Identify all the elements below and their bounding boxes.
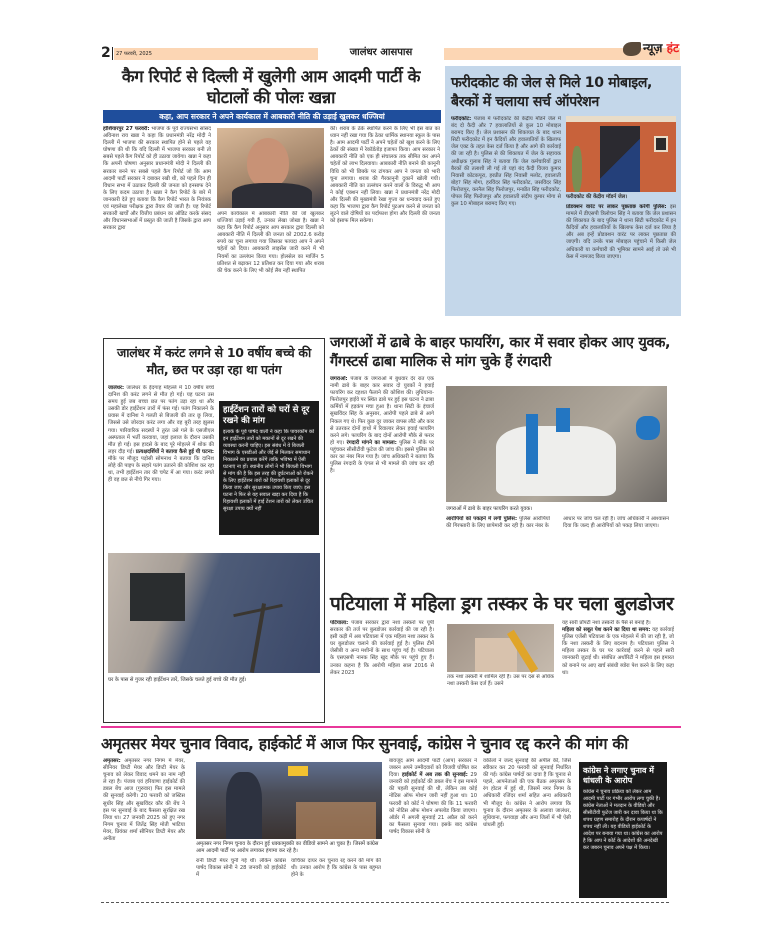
brand-part1: न्यूज़ <box>642 41 663 55</box>
story6-col4b: 29 जनवरी को हाईकोर्ट की डबल बेंच ने इस मामले की पहली सुनवाई की थी, लेकिन तब कोई नोटिस ऑफ मोशन जारी नहीं हुआ था। 10 फरवरी को कोर्ट ने घोषणा की कि 11 फरवरी को नोटिस ऑफ मोशन अपलोड किया जाएगा। ऑर्डर में अगली सुनवाई 21 अप्रैल को करने का फैसला सुनाया गया। इसके बाद कांग्रेस पार्षद विकास सोनी के <box>389 772 477 835</box>
story6-photo <box>196 762 382 839</box>
bulldozer-photo <box>447 624 554 672</box>
story3-col1 <box>108 385 214 550</box>
story6-photo-caption: अमृतसर नगर निगम चुनाव के दौरान हुई धक्कामुक्की का वीडियो सामने आ चुका है। जिसमें कांग्रेस आम आदमी पार्टी पर आरोप लगाकर हंगामा कर रहे है। <box>196 841 379 854</box>
shooter-1 <box>526 414 538 474</box>
story6-box-body: कांग्रेस ने चुनाव प्रक्रिया को लेकर आम आदमी पार्टी पर गंभीर आरोप लगा चुकी है। कांग्रेस नेताओं ने मतदान के वीडियो और सीसीटीवी फुटेज जारी कर दावा किया था कि शपथ ग्रहण समारोह के दौरान कपार्षदों ने शपथ नहीं ली। यह वीडियो हाईकोर्ट के आदेश पर बनाया गया था। कांग्रेस का आरोप है कि आप ने कोर्ट के आदेशों की अनदेखी कर जबरन चुनाव अपने पक्ष में किया। <box>583 789 663 851</box>
story5-body: पंजाब सरकार द्वारा नशा तस्करों पर यूपी सरकार की तर्ज पर बुलडोजर कार्रवाई की जा रही है। इसी कड़ी में अब पटियाला में एक महिला नशा तस्कर के घर बुलडोजर चलाने की कार्रवाई हुई है। पुलिस टीमें जेसीबी व अन्य मशीनों के साथ पहुंच गई है। पटियाला के एसएसपी नानक सिंह खुद मौके पर पहुंचे हुए हैं। उनका कहना है कि आरोपी महिला साल 2016 से लेकर 2023 <box>330 620 434 676</box>
story2-subhead: प्रोडक्शन वारंट पर लाकर पूछताछ करेगी पुलिस: <box>566 204 667 210</box>
story5-col3 <box>562 620 674 696</box>
electric-pole <box>250 603 266 673</box>
story2-headline: फरीदकोट की जेल से मिले 10 मोबाइल, बैरकों में चलाया सर्च ऑपरेशन <box>451 75 653 110</box>
story4-body: पंजाब के जगराओं में बुधवार देर रात एक नामी ढाबे के बाहर कार सवार दो युवकों ने हवाई फायरिंग कर दहशत फैलाने की कोशिश की। लुधियाना-फिरोजपुर हाईवे पर स्थित ढाबे पर हुई इस घटना ने ढाबा कर्मियों में हड़कंप मचा हुआ है। थाना सिटी के इंचार्ज सुखविंदर सिंह के अनुसार, आरोपी पहले ढाबे से आगे निकल गए थे। फिर कुछ दूर जाकर वापस लौटे और कार से उतरकर दोनों हाथों में रिवाल्वर लेकर हवाई फायरिंग करने लगे। फायरिंग के बाद दोनों आरोपी मौके से फरार हो गए। <box>330 376 434 446</box>
bottom-dashed-rule <box>101 902 669 903</box>
story3-box-title: हाईटेंशन तारों को घरों से दूर रखने की मांग <box>223 405 310 426</box>
story4-body3: पुलिस आरोपियों की गिरफ्तारी के लिए छापेमारी कर रही है। कार नंबर के <box>446 516 550 530</box>
house-wall <box>475 638 517 672</box>
story6-sidebar-box <box>579 762 667 898</box>
crowd <box>296 802 376 839</box>
page-number: 2 <box>101 45 111 61</box>
story3-body2: मौके पर मौजूद पड़ोसी सोमनाथ ने बताया कि दानिश लोहे की पाइप के सहारे पतंग उतारने की कोशिश कर रहा था, तभी हाईटेंशन तार की चपेट में आ गया। करंट लगते ही वह छत से नीचे गिर गया। <box>108 455 214 484</box>
story3-box-body: इलाके के पूर्व पार्षद वाली ने कहा कि पावरकॉम को इन हाईटेंशन तारों को मकानों से दूर रखने की व्यवस्था करनी चाहिए। इस संबंध में वे बिजली विभाग के एसडीओ और जेई से मिलकर समाधान निकालने का प्रयास करेंगे ताकि भविष्य में ऐसी घटनाएं ना हों। स्थानीय लोगों ने भी बिजली विभाग से मांग की है कि इस तरह की दुर्घटनाओं को रोकने के लिए हाईटेंशन तारों को रिहायशी इलाकों से दूर किया जाए और सुरक्षात्मक उपाय किए जाएं। इस घटना ने फिर से यह सवाल खड़ा कर दिया है कि रिहायशी इलाकों में हाई टेंशन तारों को लेकर उचित सुरक्षा उपाय क्यों नहीं <box>223 429 315 512</box>
story3-sidebar-box <box>219 401 319 535</box>
story3-photo-caption: घर के पास से गुजर रही हाईटेंशन तारें, जिसके चलते हुई बच्चे की मौत हुई। <box>108 677 247 683</box>
story6-col2: रानी डिप्टी मेयर चुनी गई थीं। लेकिन कांग्रेस पार्षद विकास सोनी ने 28 जनवरी को हाईकोर्ट में <box>196 858 286 879</box>
story4-body2: पुलिस ने मौके पर पहुंचकर सीसीटीवी फुटेज की जांच की। इससे पुलिस को कार का नंबर मिल गया है। जांच अधिकारी ने बताया कि पुलिस रंगदारी के एंगल से भी मामले की जांच कर रही है। <box>330 439 434 475</box>
section-title: जालंधर आसपास <box>349 47 413 58</box>
masthead-divider <box>112 47 113 60</box>
story5-body4: यह कार्रवाई पुलिस एजेंसी पटियाला के एक मोहल्ले में की जा रही है, जो कि नशा तस्करी के लिए बदनाम है। पटियाला पुलिस ने महिला तस्कर के घर पर कार्रवाई करने से पहले सारी जानकारी जुटाई थी। संबंधित अथॉरिटी ने महिला इस इमारत को बनाने पर आए खर्च संबंधी ब्योरा पेश करने के लिए कहा था। <box>562 627 674 676</box>
story4-photo <box>446 386 667 502</box>
brand-part2: हंट <box>666 41 679 55</box>
story4-col1 <box>330 376 434 538</box>
person <box>226 772 262 839</box>
shooter-3 <box>636 416 660 440</box>
story5-col2: तक नशा तस्करी में शामिल रही है। उस पर दस से अधिक नशा तस्करी केस दर्ज हैं। उसने <box>447 674 554 688</box>
story6-col3: याचिका दायर कर चुनाव रद्द करने की मांग की थी। उनका आरोप है कि कांग्रेस के पास बहुमत होने के <box>291 858 381 879</box>
tree <box>572 146 582 192</box>
jail-photo <box>566 116 676 192</box>
story4-col2 <box>446 516 550 540</box>
story1-col1-text: भाजपा के पूर्व राज्यसभा सांसद अविनाश राय खन्ना ने कहा कि प्रधानमंत्री नरेंद्र मोदी ने दिल्ली में भाजपा की सरकार स्थापित होने से पहले वह घोषणा की थी कि यदि दिल्ली में भाजपा सरकार बनी तो सबसे पहले कैग रिपोर्ट को ही उठाया जायेगा। खन्ना ने कहा कि अपनी घोषणा अनुसार प्रधानमंत्री मोदी ने दिल्ली की सरकार बनने पर सबसे पहले कैग रिपोर्ट जो कि आम आदमी पार्टी सरकार ने दबाकर रखी थी, को पहले दिन ही विधान सभा में उठाकर दिल्ली की जनता को इनसाफ देने के लिए कदम उठाया है। खन्ना ने कैग रिपोर्ट के बारे में जानकारी देते हुए बताया कि कैग रिपोर्ट भारत के नियंत्रक एवं महालेखा परीक्षक द्वारा तैयार की जाती है। यह रिपोर्ट सरकारी खर्चों और वित्तीय प्रबंधन का ऑडिट करके संसद और विधानसभाओं में प्रस्तुत की जाती है जिसके द्वारा आप सरकार द्वारा <box>103 126 211 232</box>
story5-headline: पटियाला में महिला ड्रग तस्कर के घर चला बुलडोजर <box>330 593 674 615</box>
story2-col2-text: इस मामले में डीएसपी त्रिलोचन सिंह ने बताया कि जेल प्रशासन की शिकायत के बाद पुलिस ने थाना सिटी फरीदकोट में इन कैदियों और हवालातियों के खिलाफ केस दर्ज कर लिया है और अब इन्हें प्रोडक्शन वारंट पर लाकर पूछताछ की जाएगी। यदि उनके पास मोबाइल पहुंचाने में किसी जेल अधिकारी या कर्मचारी की भूमिका सामने आई तो उसे भी केस में नामजद किया जाएगा। <box>566 204 676 260</box>
date-band <box>114 48 318 60</box>
story3-body: जालंधर के ईदगाह मोहल्ले में 10 वर्षीय बच्चे दानिश की करंट लगने से मौत हो गई। यह घटना उस समय हुई जब बच्चा छत पर पतंग उड़ा रहा था और उसकी डोर हाईटेंशन तारों में फंस गई। पतंग निकालने के प्रयास में दानिश ने गलती से बिजली की तार छू लिया, जिससे उसे जोरदार करंट लगा और वह बुरी तरह झुलस गया। पारिवारिक सदस्यों ने तुरंत उसे गले के एसजीएल अस्पताल में भर्ती करवाया, जहां इलाज के दौरान उसकी मौत हो गई। इस हादसे के बाद पूरे मोहल्ले में शोक की लहर दौड़ गई। <box>108 385 214 455</box>
jail-roof <box>566 116 676 122</box>
story2-col2 <box>566 204 676 312</box>
story5-body3: यह सारी प्रॉपर्टी नशा तस्करी के पैसे से बनाई है। <box>562 620 651 626</box>
story4-subhead2: आरोपियों को पकड़ने में लगी पुलिस: <box>446 516 518 522</box>
eagle-icon <box>623 42 641 56</box>
pole-crossarm <box>233 604 283 617</box>
masthead <box>101 41 683 61</box>
yellow-banner <box>288 766 308 776</box>
story3-headline: जालंधर में करंट लगने से 10 वर्षीय बच्चे की मौत, छत पर उड़ा रहा था पतंग <box>117 345 311 377</box>
story3-subhead: प्रत्यक्षदर्शियों ने बताया कैसे हुई यी घटना: <box>135 448 214 455</box>
story4-photo-caption: जगराओं में ढाबे के बाहर फायरिंग करते युवक। <box>446 506 533 512</box>
story3-dateline: जालंधर: <box>108 385 125 391</box>
story6-dateline: अमृतसर: <box>103 758 121 764</box>
story1-headline: कैग रिपोर्ट से दिल्ली में खुलेगी आम आदमी पार्टी के घोटालों की पोलः खन्ना <box>121 67 421 107</box>
story6-headline: अमृतसर मेयर चुनाव विवाद, हाईकोर्ट में आज फिर सुनवाई, कांग्रेस ने चुनाव रद्द करने की मांग की <box>101 735 628 753</box>
story1-dateline: होशियारपुर 27 फरवरी: <box>103 126 150 132</box>
jail-gate <box>600 126 640 192</box>
story2-col1-text: पंजाब में फरीदकोट की केंद्रीय मॉडर्न जेल में बंद दो कैदी और 7 हवालातियों से कुल 10 मोबाइल बरामद किए हैं। जेल प्रशासन की शिकायत के बाद थाना सिटी फरीदकोट में इन कैदियों और हवालातियों के खिलाफ जेल एक्ट के तहत केस दर्ज किया है और आगे की कार्रवाई की जा रही है। पुलिस से की शिकायत में जेल के सहायक अधीक्षक गुलाब सिंह ने बताया कि जेल कर्मचारियों द्वारा बैरकों की तलाशी ली गई तो यहां बंद कैदी विजय कुमार निवासी कोटकपूरा, हरप्रीत सिंह निवासी मलोट, हवालाती बोह? सिंह मोगा, हरविंदर सिंह फरीदकोट, जसविंदर सिंह फिरोजपुर, करनैल सिंह फिरोजपुर, मनप्रीत सिंह फरीदकोट, पोपल सिंह फिरोजपुर और हवालाती संदीप कुमार मोगा से कुल 10 मोबाइल बरामद किए गए। <box>451 116 561 208</box>
brand-logo <box>623 40 679 56</box>
story1-col3: की। शराब के ठेके स्थापित करने के लिए भी इस बात का ध्यान नहीं रखा गया कि ठेका धार्मिक स्थानया स्कूल के पास है। आम आदमी पार्टी ने अपने चहेतों को खुश करने के लिए ठेकों की संख्या में रेकॉर्डतोड़ इजाफा किया। आप सरकार ने आबकारी नीति को एक ही संचालक तक सीमित कर अपने चहेतों को लाभ दिलवाया। आबकारी नीति बनाने की कानूनी विधि को भी छिक्के पर टांगकर आप ने जनता को भारी चूना लगाया। शराब की गैरकानूनी दुकानें खोली गयी। आबकारी नीति का उल्लंघन करने वालों के विरुद्ध भी आप ने कोई एक्शन नहीं लिया। खन्ना ने प्रधानमंत्री नरेंद्र मोदी और दिल्ली की मुख्यमंत्री रेखा गुप्ता का धन्यवाद करते हुए कहा कि भाजपा द्वारा कैग रिपोर्ट पुटअप करने से जनता को लूटने वाले दोषियों का पर्दाफाश होगा और दिल्ली की जनता को इंसाफ मिल सकेगा। <box>330 126 440 225</box>
newspaper-page <box>101 36 683 916</box>
story4-dateline: जगराओं: <box>330 376 348 382</box>
jail-window <box>654 136 668 152</box>
story1-photo <box>217 128 324 208</box>
story4-subhead1: रंगदारी मांगने का मामला: <box>346 439 397 446</box>
portrait-face <box>247 138 289 188</box>
story5-subhead: महिला को सबूत पेश करने का दिया था समय: <box>562 627 651 634</box>
section-divider <box>101 726 681 728</box>
shooter-2 <box>556 408 570 432</box>
story4-col3: आधार पर जांच चल रही है। जांच अधिकारी ने आश्वासन दिया कि जल्द ही आरोपियों को पकड़ लिया जाएगा। <box>563 516 669 530</box>
story6-subhead: हाईकोर्ट में अब तक की सुनवाई: <box>402 772 468 779</box>
story2-col1 <box>451 116 561 312</box>
story5-dateline: पटियाला: <box>330 620 349 626</box>
white-car <box>496 426 616 496</box>
issue-date: 27 फरवरी, 2025 <box>116 51 152 57</box>
story2-dateline: फरीदकोट: <box>451 116 472 122</box>
story3-box <box>103 338 325 723</box>
balcony <box>130 573 185 621</box>
story6-col1 <box>103 758 185 894</box>
story6-col5: वकीलों ने जल्द सुनवाई की अपील की, जिसे स्वीकार कर 20 फरवरी को सुनवाई निर्धारित की गई। कांग्रेस पार्षदों का दावा है कि चुनाव से पहले, आपनेताओं की एक बैठक अमृतसर के रंग होटल में हुई थी, जिसमें नगर निगम के अधिकारी रजिंदर शर्मा सहित अन्य अधिकारी भी मौजूद थे। कांग्रेस ने आरोप लगाया कि चुनाव के दौरान अमृतसर के अलावा जालंधर, लुधियाना, फगवाड़ा और अन्य जिलों में भी ऐसी धांधली हुई। <box>483 758 571 828</box>
story2-photo-caption: फरीदकोट की केंद्रीय मॉडर्न जेल। <box>566 194 628 200</box>
story4-headline: जगराओं में ढाबे के बाहर फायरिंग, कार में सवार होकर आए युवक, गैंगस्टर्स ढाबा मालिक से मांग चुके हैं रंगदारी <box>330 335 671 370</box>
story1-col1 <box>103 126 211 314</box>
story6-col1-text: अमृतसर नगर निगम में मेयर, सीनियर डिप्टी मेयर और डिप्टी मेयर के चुनाव को लेकर विवाद थमने का नाम नहीं ले रहा है। पंजाब एवं हरियाणा हाईकोर्ट की डबल बेंच आज (गुरुवार) फिर इस मामले की सुनवाई करेगी। 20 फरवरी को जस्टिस सुधीर सिंह और सुखविंदर कौर की बेंच ने इस पर सुनवाई के बाद फैसला सुरक्षित रख लिया था। 27 जनवरी 2025 को हुए नगर निगम चुनाव में जितेंद्र सिंह मोती भाटिया मेयर, प्रियंका शर्मा सीनियर डिप्टी मेयर और अनीता <box>103 758 185 843</box>
portrait-body <box>232 183 312 208</box>
story6-box-title: कांग्रेस ने लगाए चुनाव में धांधली के आरोप <box>583 766 654 785</box>
story5-col1 <box>330 620 434 684</box>
story2-box <box>445 66 681 316</box>
story3-photo <box>108 553 320 673</box>
story6-col4 <box>389 758 477 894</box>
story6-col4a: बावजूद आम आदमी पार्टी (आप) सरकार ने जबरन अपने उम्मीदवारों को विजयी घोषित कर दिया। <box>389 758 477 779</box>
story1-col2: अपने कार्यकाल में आबकारी नीति की जो खुलकर धज्जियां उड़ाई गयी हैं, उनका लेखा जोखा है। खन्ना ने कहा कि कैग रिपोर्ट अनुसार आप सरकार द्वारा दिल्ली को आबकारी नीति में दिल्ली की जनता को 2002.6 करोड़ रुपये का चूना लगाया गया जिसका फायदा आप ने अपने चहेतों को दिया। आबकारी लाइसेंस जारी करने में भी नियमों का उल्लंघन किया गया। होलसेल का मार्जिन 5 प्रतिशत से बढ़ाकर 12 प्रतिशत कर दिया गया और शराब की चेक करने के लिए भी कोई लैब नहीं स्थापित <box>217 211 324 274</box>
story1-subhead: कहा, आप सरकार ने अपने कार्यकाल में आबकारी नीति की उड़ाई खुलकर धज्जियां <box>103 110 441 123</box>
